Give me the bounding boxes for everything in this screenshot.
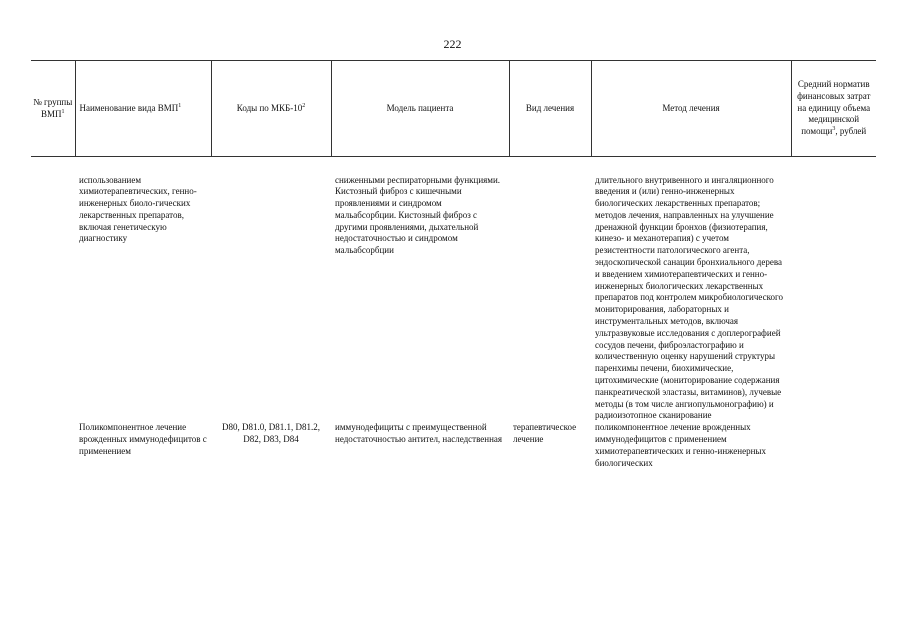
table-row [31, 175, 876, 423]
cell-cost [791, 422, 876, 469]
cell-group [31, 422, 75, 469]
header-name: Наименование вида ВМП$^1$ [75, 61, 211, 157]
header-treatment-type: Вид лечения [509, 61, 591, 157]
cell-codes: D80, D81.0, D81.1, D81.2, D82, D83, D84 [222, 422, 320, 445]
cell-treatment-type [509, 175, 591, 423]
table-spacer [31, 157, 876, 175]
header-cost: Средний норматив финансовых затрат на единицу объема медицинской помощи$^3$, рублей [791, 61, 876, 157]
header-group: № группы ВМП$^1$ [31, 61, 75, 157]
cell-codes [211, 175, 331, 423]
table-row [31, 422, 876, 469]
cell-name: использованием химиотерапевтических, генно-инженерных биоло-гических лекарственных препаратов, включая генетическую диагностику [79, 174, 197, 244]
page-number: 222 [443, 37, 462, 51]
cell-treatment-type: терапевтическое лечение [513, 422, 577, 445]
cell-model: сниженными респираторными функциями. Кистозный фиброз с кишечными проявлениями и синдромом мальабсорбции. Кистозный фиброз с другими проявлениями, дыхательной недостаточностью и синдромом мальабсорбции [335, 174, 501, 256]
vmp-table [31, 60, 876, 469]
header-method: Метод лечения [591, 61, 791, 157]
cell-cost [791, 175, 876, 423]
table-header-row [31, 61, 876, 157]
cell-model: иммунодефициты с преимущественной недостаточностью антител, наследственная [335, 422, 503, 445]
cell-name: Поликомпонентное лечение врожденных иммунодефицитов с применением [79, 422, 207, 456]
header-model: Модель пациента [331, 61, 509, 157]
cell-method: длительного внутривенного и ингаляционного введения и (или) генно-инженерных биологических лекарственных препаратов; методов лечения, направленных на улучшение дренажной функции бронхов (физиотерапия, кинезо- и механотерапия) с учетом резистентности патологического агента, эндоскопической санации бронхиального дерева и введением химиотерапевтических и генно-инженерных биологических лекарственных препаратов под контролем микробиологического мониторирования, лабораторных и инструментальных методов, включая ультразвуковые исследования с доплерографией сосудов печени, фиброэластографию и количественную оценку нарушений структуры паренхимы печени, биохимические, цитохимические (мониторирование содержания панкреатической эластазы, витаминов), лучевые методы (в том числе ангиопульмонографию) и радиоизотопное сканирование [595, 174, 783, 421]
cell-method: поликомпонентное лечение врожденных иммунодефицитов с применением химиотерапевтических и генно-инженерных биологических [595, 422, 766, 468]
cell-group [31, 175, 75, 423]
header-codes: Коды по МКБ-$10^2$ [211, 61, 331, 157]
